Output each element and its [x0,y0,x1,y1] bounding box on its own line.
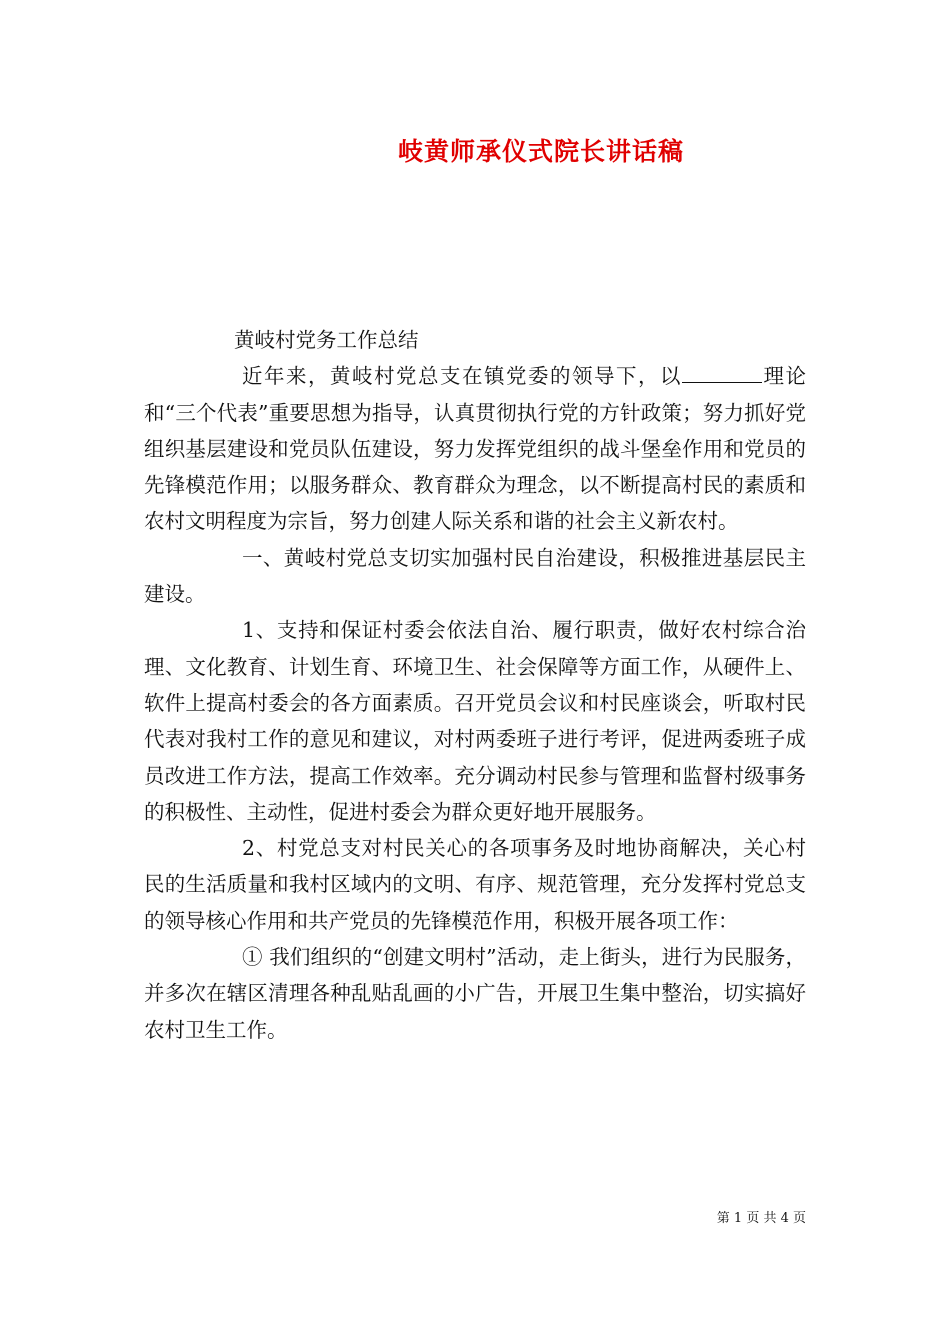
document-title: 岐黄师承仪式院长讲话稿 [397,137,684,166]
paragraph-item-1: 1、支持和保证村委会依法自治、履行职责，做好农村综合治理、文化教育、计划生育、环境卫生、社会保障等方面工作，从硬件上、软件上提高村委会的各方面素质。召开党员会议和村民座谈会，听取村民代表对我村工作的意见和建议，对村两委班子进行考评，促进两委班子成员改进工作方法，提高工作效率。充分调动村民参与管理和监督村级事务的积极性、主动性，促进村委会为群众更好地开展服务。 [144,618,806,824]
document-subtitle: 黄岐村党务工作总结 [234,328,419,352]
section-heading-1: 一、黄岐村党总支切实加强村民自治建设，积极推进基层民主建设。 [144,545,806,607]
paragraph-item-circled-1: ① 我们组织的“创建文明村”活动，走上街头，进行为民服务，并多次在辖区清理各种乱贴乱画的小广告，开展卫生集中整治，切实搞好农村卫生工作。 [144,945,806,1042]
paragraph-item-2: 2、村党总支对村民关心的各项事务及时地协商解决，关心村民的生活质量和我村区域内的文明、有序、规范管理，充分发挥村党总支的领导核心作用和共产党员的先锋模范作用，积极开展各项工作： [144,836,806,933]
paragraph-intro-rest: 理论和“三个代表”重要思想为指导，认真贯彻执行党的方针政策；努力抓好党组织基层建设和党员队伍建设，努力发挥党组织的战斗堡垒作用和党员的先锋模范作用；以服务群众、教育群众为理念，以不断提高村民的素质和农村文明程度为宗旨，努力创建人际关系和谐的社会主义新农村。 [144,364,806,534]
blank-line [682,366,762,383]
page-number: 第 1 页 共 4 页 [716,1211,806,1226]
paragraph-intro [144,358,806,539]
document-body [144,322,806,1048]
paragraph-intro-lead: 近年来，黄岐村党总支在镇党委的领导下，以 [242,364,682,389]
